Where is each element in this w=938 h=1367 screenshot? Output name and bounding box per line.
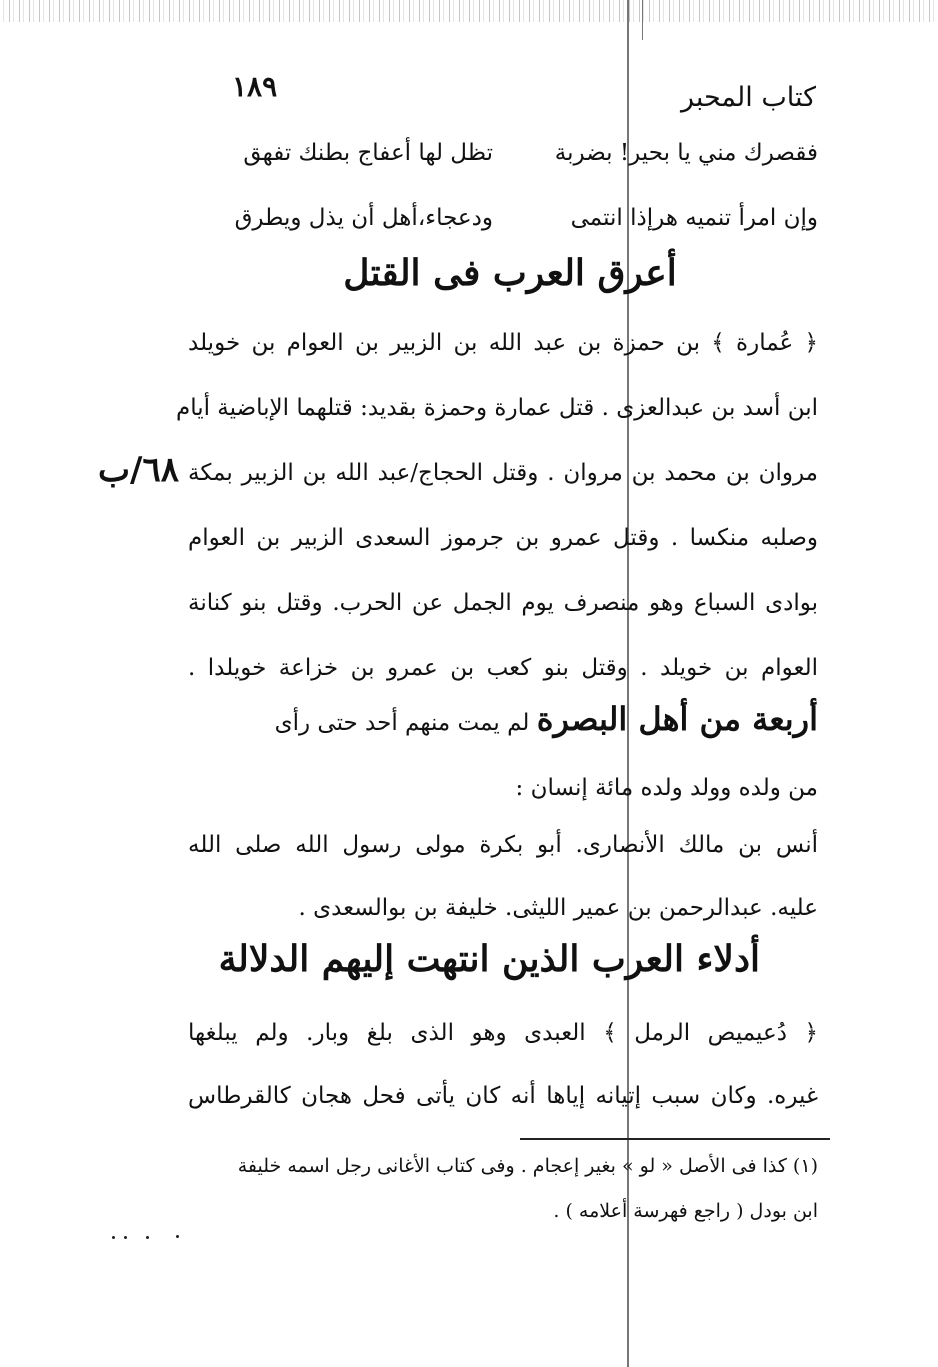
verse-line1-left: تظل لها أعفاج بطنك تفهق bbox=[243, 140, 493, 166]
body-line: ﴿ دُعيميص الرمل ﴾ العبدى وهو الذى بلغ وبار. ولم يبلغها bbox=[188, 1020, 818, 1046]
page-number: ١٨٩ bbox=[232, 70, 278, 103]
body-line: أنس بن مالك الأنصارى. أبو بكرة مولى رسول الله صلى الله bbox=[188, 832, 818, 858]
footnote-line: (١) كذا فى الأصل « لو » بغير إعجام . وفى كتاب الأغانى رجل اسمه خليفة bbox=[237, 1155, 818, 1177]
inline-heading: أربعة من أهل البصرة bbox=[536, 700, 818, 738]
verse-line2-left: ودعجاء،أهل أن يذل ويطرق bbox=[234, 205, 493, 231]
inline-heading-rest: لم يمت منهم أحد حتى رأى bbox=[274, 710, 530, 736]
scan-edge-noise bbox=[0, 0, 938, 22]
body-line: مروان بن محمد بن مروان . وقتل الحجاج/عبد الله بن الزبير بمكة bbox=[188, 460, 818, 486]
footnote-rule bbox=[520, 1138, 830, 1140]
body-line: من ولده وولد ولده مائة إنسان : bbox=[515, 775, 818, 801]
section-heading: أدلاء العرب الذين انتهت إليهم الدلالة bbox=[218, 938, 760, 980]
body-line: العوام بن خويلد . وقتل بنو كعب بن عمرو بن خزاعة خويلدا . bbox=[188, 655, 818, 681]
verse-line1-right: فقصرك مني يا بحير! بضربة bbox=[554, 140, 818, 166]
scan-speck bbox=[146, 1236, 149, 1239]
page-fold-mark bbox=[642, 0, 643, 40]
section-heading: أعرق العرب فى القتل bbox=[343, 252, 677, 294]
body-line: وصلبه منكسا . وقتل عمرو بن جرموز السعدى الزبير بن العوام bbox=[188, 525, 818, 551]
body-line: غيره. وكان سبب إتيانه إياها أنه كان يأتى فحل هجان كالقرطاس bbox=[188, 1083, 818, 1109]
body-line: بوادى السباع وهو منصرف يوم الجمل عن الحرب. وقتل بنو كنانة bbox=[188, 590, 818, 616]
body-line: ابن أسد بن عبدالعزى . قتل عمارة وحمزة بقديد: قتلهما الإباضية أيام bbox=[175, 395, 818, 421]
scan-speck bbox=[112, 1236, 115, 1239]
section-lead-line bbox=[275, 700, 818, 738]
body-line: عليه. عبدالرحمن بن عمير الليثى. خليفة بن بوالسعدى . bbox=[298, 895, 818, 921]
scan-speck bbox=[124, 1236, 127, 1239]
scan-speck bbox=[176, 1235, 179, 1238]
footnote-line: ابن بودل ( راجع فهرسة أعلامه ) . bbox=[553, 1200, 818, 1222]
verse-line2-right: وإن امرأ تنميه هرإذا انتمى bbox=[570, 205, 818, 231]
body-line: ﴿ عُمارة ﴾ بن حمزة بن عبد الله بن الزبير بن العوام بن خويلد bbox=[188, 330, 818, 356]
manuscript-folio-note: ٦٨/ب bbox=[98, 450, 179, 490]
running-head: كتاب المحبر bbox=[680, 82, 816, 113]
